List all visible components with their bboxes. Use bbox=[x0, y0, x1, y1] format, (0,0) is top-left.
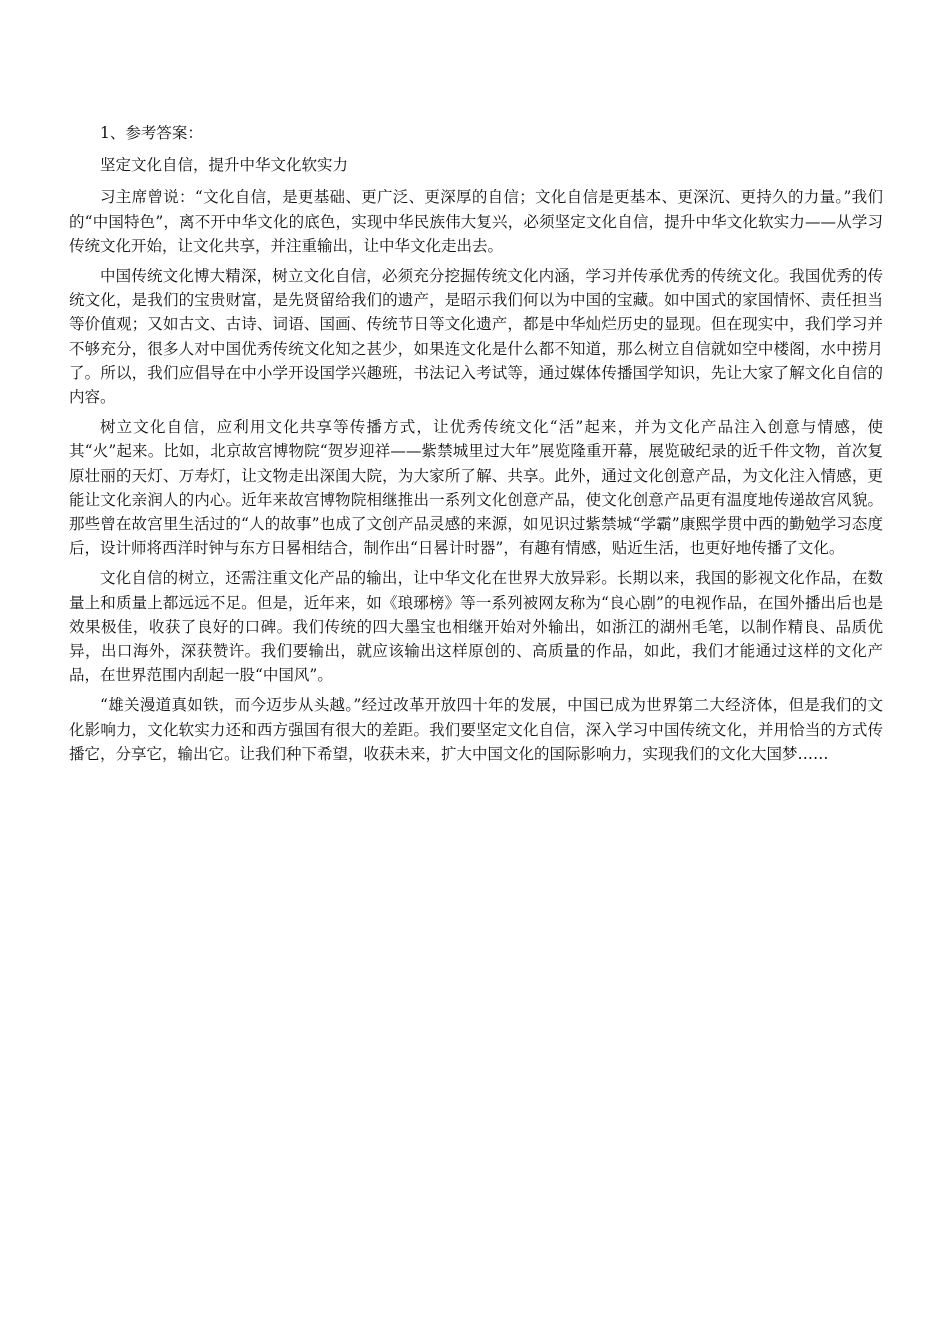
essay-title: 坚定文化自信，提升中华文化软实力 bbox=[100, 156, 349, 175]
essay-paragraph-2: 中国传统文化博大精深，树立文化自信，必须充分挖掘传统文化内涵，学习并传承优秀的传统文化。我国优秀的传统文化，是我们的宝贵财富，是先贤留给我们的遗产，是昭示我们何以为中国的宝藏。如中国式的家国情怀、责任担当等价值观；又如古文、古诗、词语、国画、传统节日等文化遗产，都是中华灿烂历史的显现。但在现实中，我们学习并不够充分，很多人对中国优秀传统文化知之甚少，如果连文化是什么都不知道，那么树立自信就如空中楼阁，水中捞月了。所以，我们应倡导在中小学开设国学兴趣班，书法记入考试等，通过媒体传播国学知识，先让大家了解文化自信的内容。 bbox=[69, 267, 883, 407]
essay-paragraph-5: “雄关漫道真如铁，而今迈步从头越。”经过改革开放四十年的发展，中国已成为世界第二大经济体，但是我们的文化影响力，文化软实力还和西方强国有很大的差距。我们要坚定文化自信，深入学习中国传统文化，并用恰当的方式传播它，分享它，输出它。让我们种下希望，收获未来，扩大中国文化的国际影响力，实现我们的文化大国梦…… bbox=[69, 696, 883, 763]
answer-label: 1、参考答案： bbox=[100, 124, 203, 142]
essay-paragraph-1: 习主席曾说：“文化自信，是更基础、更广泛、更深厚的自信；文化自信是更基本、更深沉、更持久的力量。”我们的“中国特色”，离不开中华文化的底色，实现中华民族伟大复兴，必须坚定文化自信，提升中华文化软实力——从学习传统文化开始，让文化共享，并注重输出，让中华文化走出去。 bbox=[69, 188, 883, 255]
essay-paragraph-4: 文化自信的树立，还需注重文化产品的输出，让中华文化在世界大放异彩。长期以来，我国的影视文化作品，在数量上和质量上都远远不足。但是，近年来，如《琅琊榜》等一系列被网友称为“良心剧”的电视作品，在国外播出后也是效果极佳，收获了良好的口碑。我们传统的四大墨宝也相继开始对外输出，如浙江的湖州毛笔，以制作精良、品质优异，出口海外，深获赞许。我们要输出，就应该输出这样原创的、高质量的作品，如此，我们才能通过这样的文化产品，在世界范围内刮起一股“中国风”。 bbox=[69, 569, 883, 685]
essay-content bbox=[69, 121, 883, 772]
essay-paragraph-3: 树立文化自信，应利用文化共享等传播方式，让优秀传统文化“活”起来，并为文化产品注入创意与情感，使其“火”起来。比如，北京故宫博物院“贺岁迎祥——紫禁城里过大年”展览隆重开幕，展览破纪录的近千件文物，首次复原壮丽的天灯、万寿灯，让文物走出深闺大院，为大家所了解、共享。此外，通过文化创意产品，为文化注入情感，更能让文化亲润人的内心。近年来故宫博物院相继推出一系列文化创意产品，使文化创意产品更有温度地传递故宫风貌。那些曾在故宫里生活过的“人的故事”也成了文创产品灵感的来源，如见识过紫禁城“学霸”康熙学贯中西的勤勉学习态度后，设计师将西洋时钟与东方日晷相结合，制作出“日晷计时器”，有趣有情感，贴近生活，也更好地传播了文化。 bbox=[69, 418, 883, 558]
